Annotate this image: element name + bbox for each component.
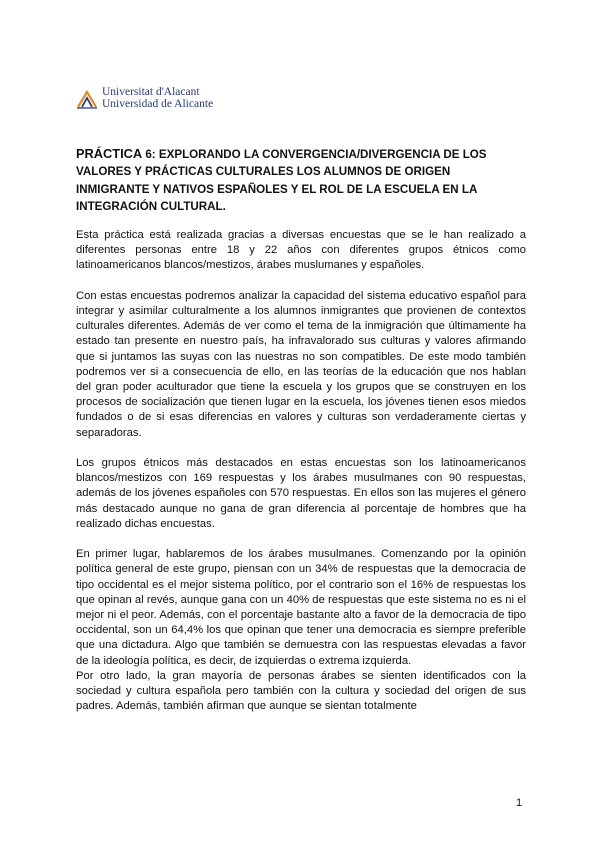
paragraph-objectives: Con estas encuestas podremos analizar la capacidad del sistema educativo español para integrar y asimilar culturalmente a los alumnos inmigrantes que provienen de contextos culturales diferentes. Además de ver como el tema de la inmigración que últimamente ha estado tan presente en nuestro país, ha infravalorado sus culturas y valores afirmando que si juntamos las suyas con las nuestras no son compatibles. De este modo también podremos ver si a consecuencia de ello, en las teorías de la educación que nos hablan del gran poder aculturador que tiene la escuela y los grupos que se construyen en los procesos de socialización que tienen lugar en la escuela, los jóvenes tienen esos miedos fundados o de si esas diferencias en valores y culturas son verdaderamente ciertas y separadoras.: [76, 289, 526, 439]
university-name-valencian: Universitat d'Alacant: [102, 86, 200, 98]
document-title: [76, 145, 526, 216]
title-first-word: PRÁCTICA: [76, 146, 143, 161]
paragraph-arab-politics: En primer lugar, hablaremos de los árabes musulmanes. Comenzando por la opinión política general de este grupo, piensan con un 34% de respuestas que la democracia de tipo occidental es el mejor sistema político, por el contrario son el 16% de respuestas los que opinan al revés, aunque gana con un 40% de respuestas que este sistema no es ni el mejor ni el peor. Además, con el porcentaje bastante alto a favor de la democracia de tipo occidental, son un 64,4% los que opinan que tener una democracia es siempre preferible que una dictadura. Algo que también se demuestra con las respuestas elevadas a favor de la ideología política, es decir, de izquierdas o extrema izquierda.: [76, 548, 526, 667]
university-logo-icon: [76, 88, 98, 110]
document-body: [76, 228, 526, 714]
paragraph-groups: Los grupos étnicos más destacados en estas encuestas son los latinoamericanos blancos/mestizos con 169 respuestas y los árabes musulmanes con 90 respuestas, además de los jóvenes españoles con 570 respuestas. En ellos son las mujeres el género más destacado aunque no gana de gran diferencia al porcentaje de hombres que ha realizado dichas encuestas.: [76, 457, 526, 530]
paragraph-arab-identity: Por otro lado, la gran mayoría de personas árabes se sienten identificados con la sociedad y cultura española pero también con la cultura y sociedad del origen de sus padres. Además, también afirman que aunque se sientan totalmente: [76, 669, 526, 713]
page-number: 1: [516, 797, 523, 809]
paragraph-intro: Esta práctica está realizada gracias a diversas encuestas que se le han realizado a diferentes personas entre 18 y 22 años con diferentes grupos étnicos como latinoamericanos blancos/mestizos, árabes muslumanes y españoles.: [76, 229, 526, 272]
university-logo: [76, 86, 216, 112]
university-name-spanish: Universidad de Alicante: [102, 98, 214, 110]
title-rest: 6: EXPLORANDO LA CONVERGENCIA/DIVERGENCIA DE LOS VALORES Y PRÁCTICAS CULTURALES LOS ALUMNOS DE ORIGEN INMIGRANTE Y NATIVOS ESPAÑOLES Y EL ROL DE LA ESCUELA EN LA INTEGRACIÓN CULTURAL.: [76, 148, 487, 214]
